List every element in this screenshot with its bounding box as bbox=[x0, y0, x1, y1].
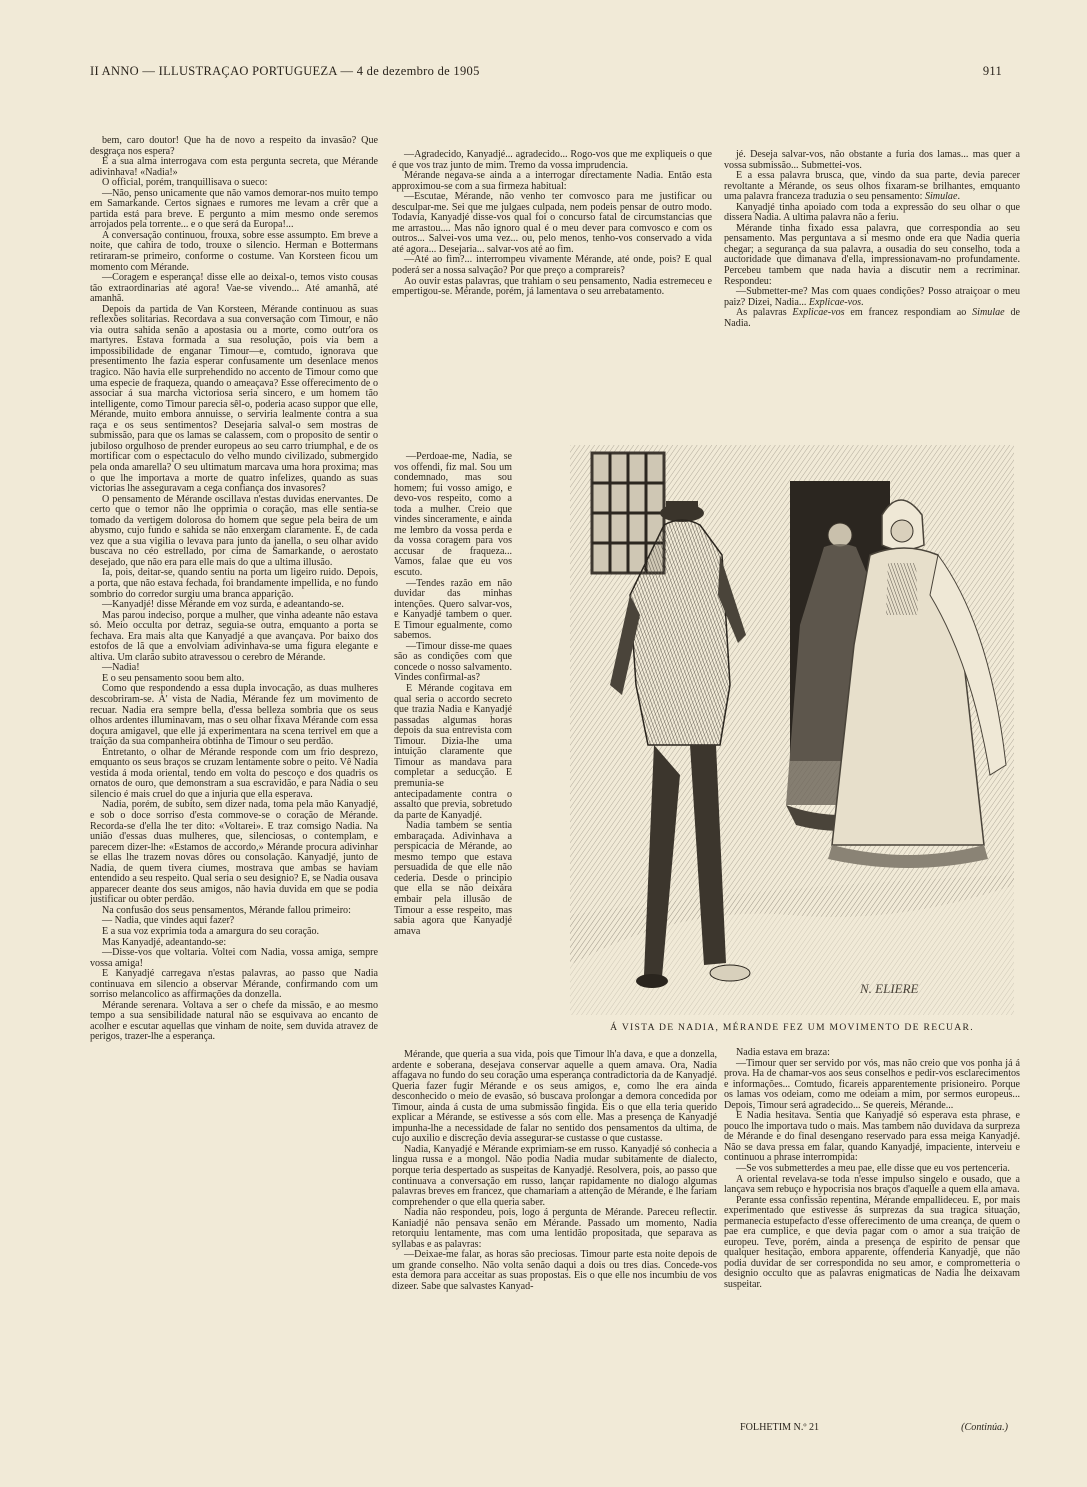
paragraph: O official, porém, tranquillisava o sueco: bbox=[102, 177, 268, 189]
page-number: 911 bbox=[982, 64, 1002, 78]
paragraph: Nadia, porém, de subito, sem dizer nada, toma pela mão Kanyadjé, e sob o doce sorriso d'esta commove-se o coração de Mérande. Recorda-se d'ella lhe ter dito: «Voltarei». E traz comsigo Nadia. Na união d'essas duas mulheres, que, silenciosas, o contemplam, e parecem dizer-lhe: «Estamos de accordo,» Mérande procura adivinhar se ellas lhe trazem novas dôres ou consolação. Kanyadjé, junto de Nadia, de quem tivera ciumes, mostrava que ambas se haviam entendido a seu respeito. Qual seria o seu designio? E, se Nadia ousava apparecer deante dos seus amigos, não havia duvida em que se podia justificar ou obter perdão. bbox=[90, 799, 378, 906]
paragraph: Nadia estava em braza: bbox=[736, 1048, 830, 1058]
text-column-3 bbox=[724, 150, 1020, 442]
paragraph: — Nadia, que vindes aqui fazer? bbox=[102, 915, 235, 927]
paragraph: E o seu pensamento soou bem alto. bbox=[102, 672, 245, 684]
paragraph: —Deixae-me falar, as horas são preciosas. Timour parte esta noite depois de um grande conselho. Não volta senão daqui a dois ou tres dias. Concede-vos esta demora para acceitar as suas propostas. Eis o que elle nos incumbiu de vos dizeer. Sabe que salvastes Kanyad- bbox=[392, 1249, 717, 1293]
paragraph: E a essa palavra brusca, que, vindo da sua parte, devia parecer revoltante a Mérande, os seus olhos fixaram-se brilhantes, emquanto uma palavra franceza traduzia o seu pensamento: Simulae. bbox=[724, 170, 1020, 203]
illustration bbox=[570, 445, 1014, 1015]
paragraph: A conversação continuou, frouxa, sobre esse assumpto. Em breve a noite, que cahira de todo, trouxe o silencio. Herman e Bottermans retiraram-se primeiro, conforme o costume. Van Korsteen ficou um momento com Mérande. bbox=[90, 229, 378, 273]
paragraph: Mérande serenara. Voltava a ser o chefe da missão, e ao mesmo tempo a sua sensibilidade natural não se esquivava ao encanto de acolher e escutar aquellas que vinham de noite, sem duvida atravez de perigos, trazer-lhe a esperança. bbox=[90, 999, 378, 1043]
paragraph: —Não, penso unicamente que não vamos demorar-nos muito tempo em Samarkande. Certos signaes e rumores me levam a crêr que a partida está para breve. E pergunto a mim mesmo onde seremos arrojados pela torrente... e o que será da Europa!... bbox=[90, 187, 378, 231]
paragraph: —Agradecido, Kanyadjé... agradecido... Rogo-vos que me expliqueis o que é que vos traz junto de mim. Tremo da vossa imprudencia. bbox=[392, 150, 712, 171]
paragraph: bem, caro doutor! Que ha de novo a respeito da invasão? Que desgraça nos espera? bbox=[90, 136, 378, 157]
paragraph: —Timour quer ser servido por vós, mas não creio que vos ponha já á prova. Ha de chamar-vos aos seus conselhos e pedir-vos esclarecimentos e informações... Comtudo, ficareis apparentemente prisioneiro. Porque os lamas vos odeiam, como me odeiam a mim, por sermos europeus... Depois, Timour será agradecido... Se quereis, Mérande... bbox=[724, 1057, 1020, 1111]
paragraph: —Escutae, Mérande, não venho ter comvosco para me justificar ou desculpar-me. Sei que me julgaes culpada, nem podeis pensar de outro modo. Todavia, Kanyadjé disse-vos qual foi o concurso fatal de circumstancias que me arrastou.... Mas não ignoro qual é o meu dever para comvosco e com os outros... Salvei-vos uma vez... ou, pelo menos, tenho-vos conservado a vida até agora... Desejaria... salvar-vos até ao fim. bbox=[392, 191, 712, 255]
paragraph: jé. Deseja salvar-vos, não obstante a furia dos lamas... mas quer a vossa submissão... Submettei-vos. bbox=[724, 150, 1020, 171]
paragraph: Nadia tambem se sentia embaraçada. Adivinhava a perspicacia de Mérande, ao mesmo tempo que estava persuadida de que elle não cederia. Desde o principio que ella se não deixára embair pela illusão de Timour a esse respeito, mas sabia agora que Kanyadjé amava bbox=[394, 820, 512, 937]
paragraph: —Nadia! bbox=[102, 662, 140, 674]
paragraph: Mérande tinha fixado essa palavra, que correspondia ao seu pensamento. Mas perguntava a si mesmo onde era que Nadia queria chegar; a segurança da sua palavra, a ousadia do seu conselho, toda a auctoridade que dimanava d'ella, impressionavam-no profundamente. Percebeu tambem que nada havia a discutir nem a recriminar. Respondeu: bbox=[724, 222, 1020, 287]
paragraph: Mas Kanyadjé, adeantando-se: bbox=[102, 936, 227, 948]
paragraph: —Se vos submetterdes a meu pae, elle disse que eu vos pertenceria. bbox=[736, 1163, 1010, 1175]
paragraph: —Tendes razão em não duvidar das minhas intenções. Quero salvar-vos, e Kanyadjé tambem o quer. E Timour egualmente, como sabemos. bbox=[394, 577, 512, 642]
folhetim-number: FOLHETIM N.º 21 bbox=[740, 1422, 820, 1433]
paragraph: E a sua alma interrogava com esta pergunta secreta, que Mérande adivinhava! «Nadia!» bbox=[90, 156, 378, 178]
paragraph: Perante essa confissão repentina, Mérande empallideceu. E, por mais experimentado que estivesse ás surprezas da sua tragica situação, permanecia estupefacto d'esse offerecimento de uma creança, de quem o pae era cumplice, e que devia pagar com o amor a sua traição de europeu. Teve, porém, ainda a presença de espirito de pensar que qualquer hesitação, embora apparente, offenderia Kanyadjé, que não podia duvidar de ser correspondida no seu amor, e comprometteria o designio occulto que as palavras enigmaticas de Nadia lhe deixavam suspeitar. bbox=[724, 1194, 1020, 1291]
paragraph: E Kanyadjé carregava n'estas palavras, ao passo que Nadia continuava em silencio a observar Mérande, confirmando com um sorriso melancolico as affirmações da donzella. bbox=[90, 968, 378, 1001]
text-column-2 bbox=[392, 150, 712, 452]
paragraph: —Até ao fim?... interrompeu vivamente Mérande, até onde, pois? E qual poderá ser a nossa salvação? Por que preço a comprareis? bbox=[392, 254, 712, 277]
text-column-1 bbox=[90, 136, 378, 1418]
paragraph: Ia, pois, deitar-se, quando sentiu na porta um ligeiro ruido. Depois, a porta, que não estava fechada, foi brandamente impellida, e no fundo sombrio do corredor surgiu uma branca apparição. bbox=[90, 567, 378, 600]
paragraph: Mérande negava-se ainda a a interrogar directamente Nadia. Então esta approximou-se com a sua firmeza habitual: bbox=[392, 170, 712, 192]
paragraph: Depois da partida de Van Korsteen, Mérande continuou as suas reflexões solitarias. Recordava a sua conversação com Timour, e não via outra sahida senão a apostasia ou a morte, como outr'ora os martyres. Estava formada a sua resolução, pois via bem a impossibilidade de enganar Timour—e, comtudo, ignorava que presentimento lhe fazia esperar confusamente um desenlace menos tragico. Não havia elle surprehendido no accento de Timour como que uma especie de fraqueza, quando o ameaçava? Esse offerecimento de o associar á sua marcha victoriosa seria sincero, e um homem tão intelligente, como Timour parecia sêl-o, poderia acaso suppor que elle, Mérande, muito embora annuisse, o serviria lealmente contra a sua raça e os seus sentimentos? Desejaria salval-o sem mostras de submissão, para que os lamas se calassem, com o proposito de sentir o jubiloso orgulhoso de prender europeus ao seu carro triumphal, e de os mortificar com o espectaculo do velho mundo civilizado, submergido pela onda amarella? O seu ultimatum marcava uma hora proxima; mas o que lhe importava a morte de quatro infelizes, quando as suas victorias lhe asseguravam a cega confiança dos invasores? bbox=[90, 303, 378, 495]
paragraph: —Coragem e esperança! disse elle ao deixal-o, temos visto cousas tão extraordinarias até agora! Vae-se vivendo... Até amanhã, até amanhã. bbox=[90, 272, 378, 305]
paragraph: Nadia, Kanyadjé e Mérande exprimiam-se em russo. Kanyadjé só conhecia a lingua russa e a mongol. Não podia Nadia mudar subitamente de dialecto, porque teria despertado as suspeitas de Kanyadjé. Resolvera, pois, ao passo que continuava a conversação em russo, lançar rapidamente no dialogo algumas palavras breves em francez, que chamariam a attenção de Mérande, e lhe fariam comprehender o que ella queria saber. bbox=[392, 1143, 717, 1208]
text-column-2-wide bbox=[392, 1050, 717, 1420]
paragraph: As palavras Explicae-vos em francez respondiam ao Simulae de Nadia. bbox=[724, 307, 1020, 329]
paragraph: O pensamento de Mérande oscillava n'estas duvidas enervantes. De certo que o temor não lhe opprimia o coração, mas elle sentia-se tomado da vertigem dolorosa do homem que segue pela beira de um abysmo, cujo fundo e sahida se não enxergam claramente. E, de cada vez que a sua vigilia o levava para junto da janella, o seu olhar avido buscava no céo estrellado, por cima de Samarkande, o aerostato desejado, que não era para elle mais do que a ultima illusão. bbox=[90, 493, 378, 568]
paragraph: Como que respondendo a essa dupla invocação, as duas mulheres descobriram-se. A' vista de Nadia, Mérande fez um movimento de recuar. Nadia era sempre bella, d'essa belleza sombria que os seus olhos ardentes illuminavam, mas o seu olhar fixava Mérande com essa doçura amigavel, que elle já experimentara na scena terrivel em que a traição da sua companheira obtinha de Timour o seu perdão. bbox=[90, 683, 378, 748]
paragraph: —Timour disse-me quaes são as condições com que concede o nosso salvamento. Vindes confirmal-as? bbox=[394, 640, 512, 684]
paragraph: Na confusão dos seus pensamentos, Mérande fallou primeiro: bbox=[102, 904, 351, 916]
continues-note: (Continúa.) bbox=[961, 1422, 1008, 1433]
paragraph: Mas parou indeciso, porque a mulher, que vinha adeante não estava só. Meio occulta por detraz, seguia-se outra, emquanto a porta se fechava. Era mais alta que Kanyadjé a que avançava. Por baixo dos estofos de lã que a envolviam adivinhava-se uma figura elegante e altiva. Um clarão subito atravessou o cerebro de Mérande. bbox=[90, 609, 378, 663]
paragraph: Mérande, que queria a sua vida, pois que Timour lh'a dava, e que a donzella, ardente e soberana, desejava conservar aquelle a quem amava. Ora, Nadia affagava no fundo do seu coração uma esperança contradictoria da de Kanyadjé. Queria fazer fugir Mérande e os seus amigos, e, como lhe era ainda desconhecido o meio de evasão, só buscava prolongar a demora concedida por Timour, ainda á custa de uma submissão fingida. Eis o que ella teria querido explicar a Mérande, se estivesse a sós com elle. Mas a presença de Kanyadjé impunha-lhe a necessidade de falar no sentido dos pensamentos da ultima, de cujo auxilio e discreção devia assegurar-se custasse o que custasse. bbox=[392, 1050, 717, 1145]
header-title: II ANNO — ILLUSTRAÇAO PORTUGUEZA — 4 de dezembro de 1905 bbox=[90, 64, 480, 78]
paragraph: E Mérande cogitava em qual seria o accordo secreto que trazia Nadia e Kanyadjé passadas algumas horas depois da sua entrevista com Timour. Dizia-lhe uma intuição claramente que Timour as mandava para completar a seducção. E premunia-se antecipadamente contra o assalto que previa, sobretudo da parte de Kanyadjé. bbox=[394, 683, 512, 821]
paragraph: Entretanto, o olhar de Mérande responde com um frio desprezo, emquanto os seus braços se cruzam lentamente sobre o peito. Vê Nadia vestida á moda oriental, tendo em volta do pescoço e dos quadris os ornatos de ouro, que demonstram a sua escravidão, e para Nadia o seu silencio é mais cruel do que a injuria que ella esperava. bbox=[90, 746, 378, 800]
illustration-drawing bbox=[570, 445, 1014, 1015]
paragraph: —Kanyadjé! disse Mérande em voz surda, e adeantando-se. bbox=[102, 599, 344, 611]
text-column-3-lower bbox=[724, 1048, 1020, 1433]
paragraph: E Nadia hesitava. Sentia que Kanyadjé só esperava esta phrase, e pouco lhe importava tudo o mais. Mas tambem não duvidava da surpreza de Mérande e do final desengano reservado para essa meiga Kanyadjé. Não se dava pressa em falar, quando Kanyadjé, impaciente, interveiu e continuou a phrase interrompida: bbox=[724, 1110, 1020, 1164]
paragraph: E a sua voz exprimia toda a amargura do seu coração. bbox=[102, 926, 320, 938]
paragraph: Nadia não respondeu, pois, logo á pergunta de Mérande. Pareceu reflectir. Kaniadjé não pensava senão em Mérande. Passado um momento, Nadia retorquiu lentamente, mas com uma lentidão propositada, que separava as syllabas e as palavras: bbox=[392, 1207, 717, 1250]
paragraph: —Perdoae-me, Nadia, se vos offendi, fiz mal. Sou um condemnado, mas sou homem; fui vosso amigo, e devo-vos respeito, como a toda a mulher. Creio que vindes sinceramente, e ainda me lembro da vossa perda e da vossa coragem para vos accusar de fraqueza... Vamos, falae que eu vos escuto. bbox=[394, 452, 512, 579]
illustration-caption: Á VISTA DE NADIA, MÉRANDE FEZ UM MOVIMENTO DE RECUAR. bbox=[610, 1022, 974, 1033]
paragraph: Ao ouvir estas palavras, que trahiam o seu pensamento, Nadia estremeceu e empertigou-se. Mérande, porém, já lamentava o seu arrebatamento. bbox=[392, 275, 712, 298]
paragraph: —Disse-vos que voltaria. Voltei com Nadia, vossa amiga, sempre vossa amiga! bbox=[90, 947, 378, 969]
artist-signature: N. ELIERE bbox=[860, 981, 919, 996]
paragraph: A oriental revelava-se toda n'esse impulso singelo e ousado, que a lançava sem rebuço e hypocrisia nos braços d'aquelle a quem ella amava. bbox=[724, 1173, 1020, 1196]
paragraph: Kanyadjé tinha apoiado com toda a expressão do seu olhar o que dissera Nadia. A ultima palavra não a feriu. bbox=[724, 201, 1020, 224]
paragraph: —Submetter-me? Mas com quaes condições? Posso atraiçoar o meu paiz? Dizei, Nadia... Explicae-vos. bbox=[724, 286, 1020, 308]
text-column-2-narrow bbox=[394, 452, 512, 1052]
page-header bbox=[90, 64, 1002, 84]
